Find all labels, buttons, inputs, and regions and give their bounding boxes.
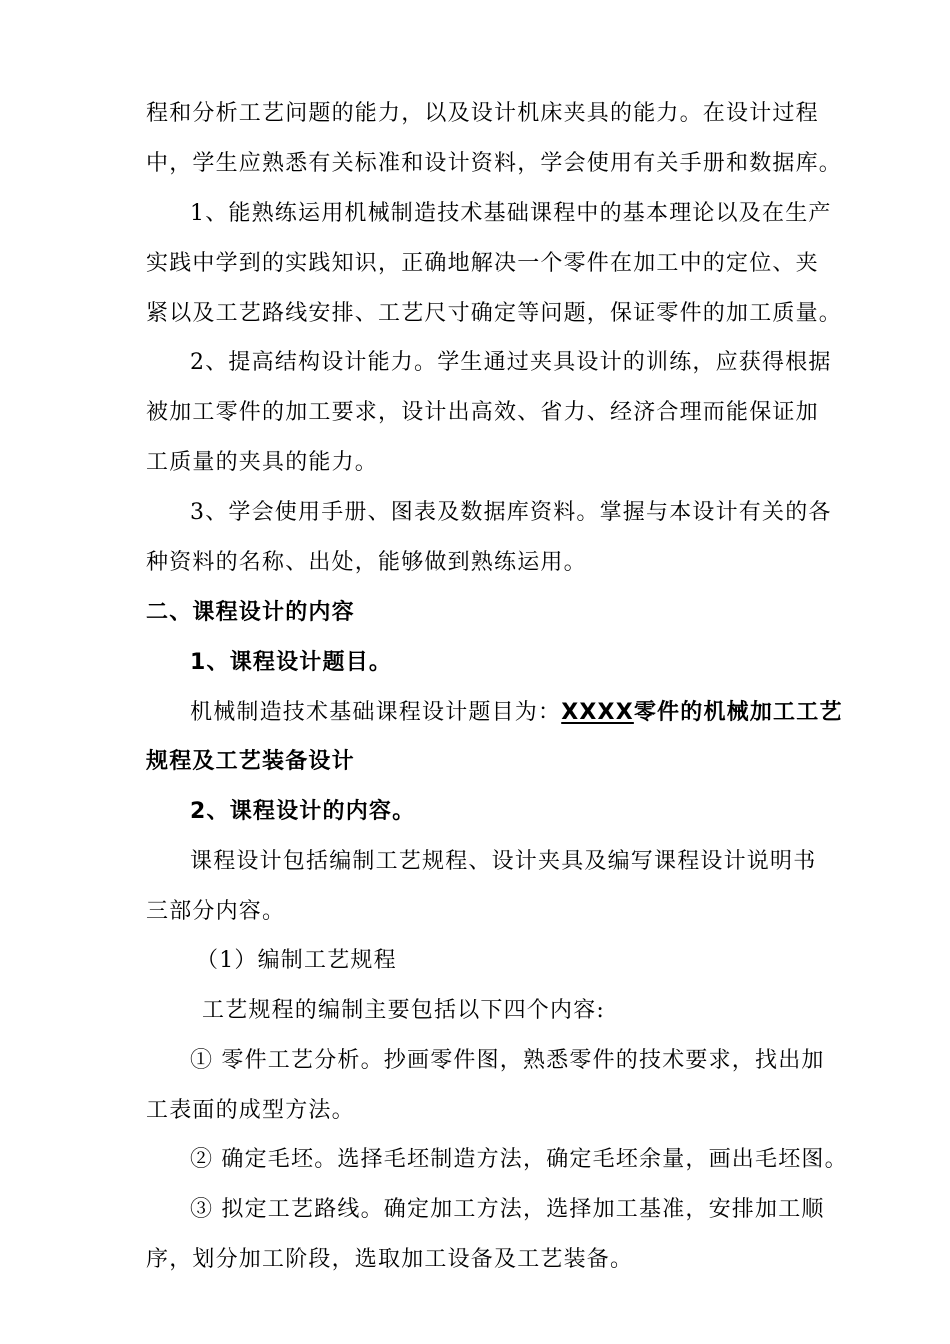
item-heading: （1）编制工艺规程 — [196, 948, 397, 973]
subsection-heading: 2、课程设计的内容。 — [190, 799, 416, 824]
topic-label: 机械制造技术基础课程设计题目为： — [190, 700, 562, 725]
paragraph-line: 三部分内容。 — [146, 899, 286, 924]
section-heading: 二、课程设计的内容 — [146, 600, 355, 625]
subsection-heading: 1、课程设计题目。 — [190, 650, 393, 675]
topic-line — [190, 698, 860, 728]
paragraph-line: 中，学生应熟悉有关标准和设计资料，学会使用有关手册和数据库。 — [146, 151, 843, 176]
step-2-line: ② 确定毛坯。选择毛坯制造方法，确定毛坯余量，画出毛坯图。 — [190, 1147, 848, 1172]
step-1-line: 工表面的成型方法。 — [146, 1098, 355, 1123]
list-item-1-line: 紧以及工艺路线安排、工艺尺寸确定等问题，保证零件的加工质量。 — [146, 301, 843, 326]
list-item-2-line: 被加工零件的加工要求，设计出高效、省力、经济合理而能保证加 — [146, 400, 819, 425]
step-3-line: 序，划分加工阶段，选取加工设备及工艺装备。 — [146, 1247, 634, 1272]
topic-title-continued: 规程及工艺装备设计 — [146, 749, 355, 774]
list-item-1-line: 实践中学到的实践知识，正确地解决一个零件在加工中的定位、夹 — [146, 251, 819, 276]
paragraph-line: 工艺规程的编制主要包括以下四个内容: — [202, 998, 606, 1023]
paragraph-line: 程和分析工艺问题的能力，以及设计机床夹具的能力。在设计过程 — [146, 101, 819, 126]
list-item-3-line: 3、学会使用手册、图表及数据库资料。掌握与本设计有关的各 — [190, 500, 832, 525]
list-item-2-line: 工质量的夹具的能力。 — [146, 450, 379, 475]
list-item-1-line: 1、能熟练运用机械制造技术基础课程中的基本理论以及在生产 — [190, 201, 832, 226]
list-item-2-line: 2、提高结构设计能力。学生通过夹具设计的训练，应获得根据 — [190, 350, 832, 375]
step-1-line: ① 零件工艺分析。抄画零件图，熟悉零件的技术要求，找出加 — [190, 1048, 825, 1073]
topic-title: 零件的机械加工工艺 — [633, 700, 843, 725]
paragraph-line: 课程设计包括编制工艺规程、设计夹具及编写课程设计说明书 — [190, 849, 817, 874]
topic-placeholder: XXXX — [561, 700, 634, 725]
list-item-3-line: 种资料的名称、出处，能够做到熟练运用。 — [146, 550, 587, 575]
step-3-line: ③ 拟定工艺路线。确定加工方法，选择加工基准，安排加工顺 — [190, 1197, 825, 1222]
